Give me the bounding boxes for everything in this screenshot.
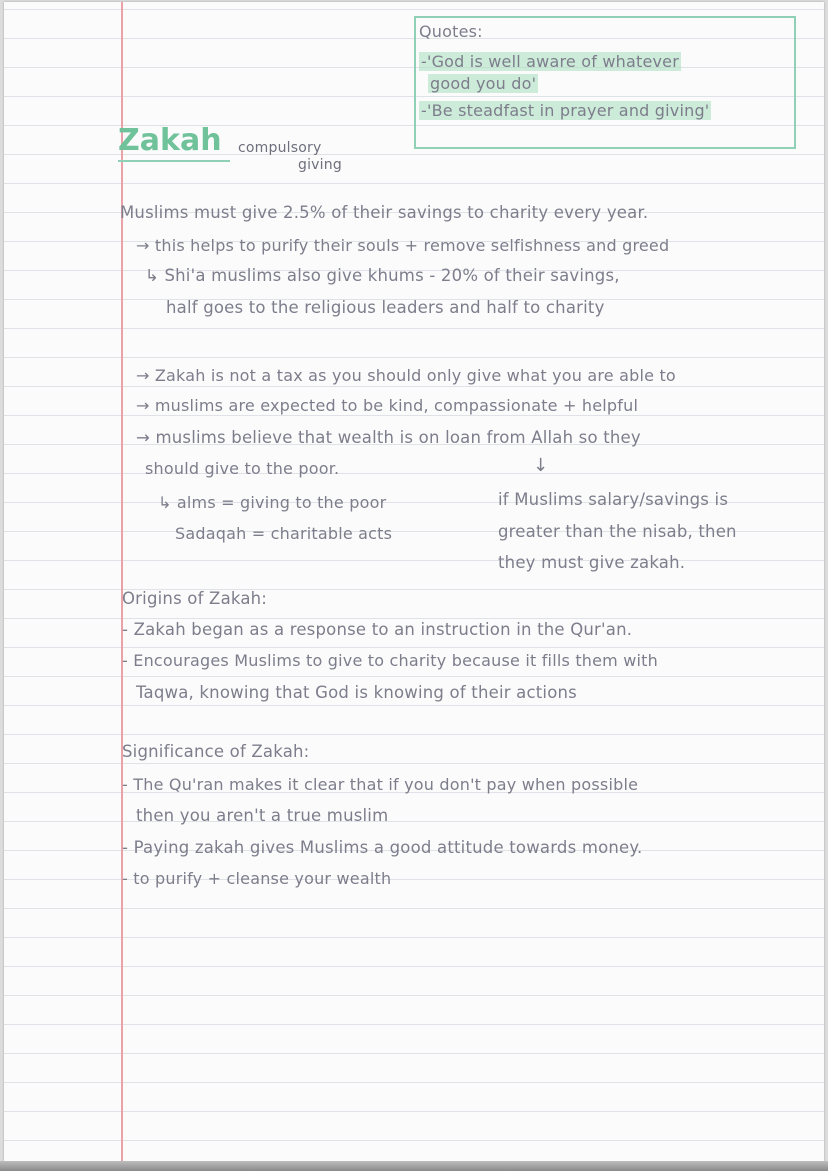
nisab-line-3: they must give zakah. xyxy=(498,553,686,572)
point-line-1: → Zakah is not a tax as you should only give what you are able to xyxy=(136,366,676,385)
margin-line xyxy=(121,2,123,1162)
significance-line-4: - to purify + cleanse your wealth xyxy=(122,869,392,888)
intro-line-1: Muslims must give 2.5% of their savings to charity every year. xyxy=(120,203,649,222)
def-alms: ↳ alms = giving to the poor xyxy=(158,493,387,512)
page-bottom-edge xyxy=(0,1161,828,1171)
origins-line-3: Taqwa, knowing that God is knowing of their actions xyxy=(136,683,577,702)
intro-line-3: ↳ Shi'a muslims also give khums - 20% of their savings, xyxy=(145,266,620,285)
quote-1-line-2-text: good you do' xyxy=(430,74,537,93)
quotes-heading: Quotes: xyxy=(419,22,483,41)
arrow-down-icon: ↓ xyxy=(533,455,549,476)
quote-1-line-1-text: -'God is well aware of whatever xyxy=(421,52,679,71)
nisab-line-1: if Muslims salary/savings is xyxy=(498,490,729,509)
quote-1-line-1 xyxy=(419,52,681,71)
significance-heading: Significance of Zakah: xyxy=(122,742,310,761)
title-subtitle-line-1: compulsory xyxy=(238,140,322,156)
quote-1-line-2 xyxy=(428,74,538,93)
point-line-4: should give to the poor. xyxy=(145,459,340,478)
quote-2-text: -'Be steadfast in prayer and giving' xyxy=(421,101,710,120)
title-subtitle-line-2: giving xyxy=(298,157,342,173)
point-line-3: → muslims believe that wealth is on loan from Allah so they xyxy=(136,428,641,447)
origins-heading: Origins of Zakah: xyxy=(122,589,268,608)
nisab-line-2: greater than the nisab, then xyxy=(498,522,737,541)
intro-line-4: half goes to the religious leaders and half to charity xyxy=(166,298,605,317)
notebook-page xyxy=(4,2,824,1162)
significance-line-1: - The Qu'ran makes it clear that if you don't pay when possible xyxy=(122,775,639,794)
origins-line-1: - Zakah began as a response to an instruction in the Qur'an. xyxy=(122,620,633,639)
quote-2 xyxy=(419,101,711,120)
intro-line-2: → this helps to purify their souls + remove selfishness and greed xyxy=(136,236,670,255)
significance-line-2: then you aren't a true muslim xyxy=(136,806,389,825)
origins-line-2: - Encourages Muslims to give to charity because it fills them with xyxy=(122,651,658,670)
significance-line-3: - Paying zakah gives Muslims a good attitude towards money. xyxy=(122,838,643,857)
title-underline xyxy=(118,160,230,162)
point-line-2: → muslims are expected to be kind, compassionate + helpful xyxy=(136,396,639,415)
page-title: Zakah xyxy=(118,123,222,158)
def-sadaqah: Sadaqah = charitable acts xyxy=(175,524,393,543)
